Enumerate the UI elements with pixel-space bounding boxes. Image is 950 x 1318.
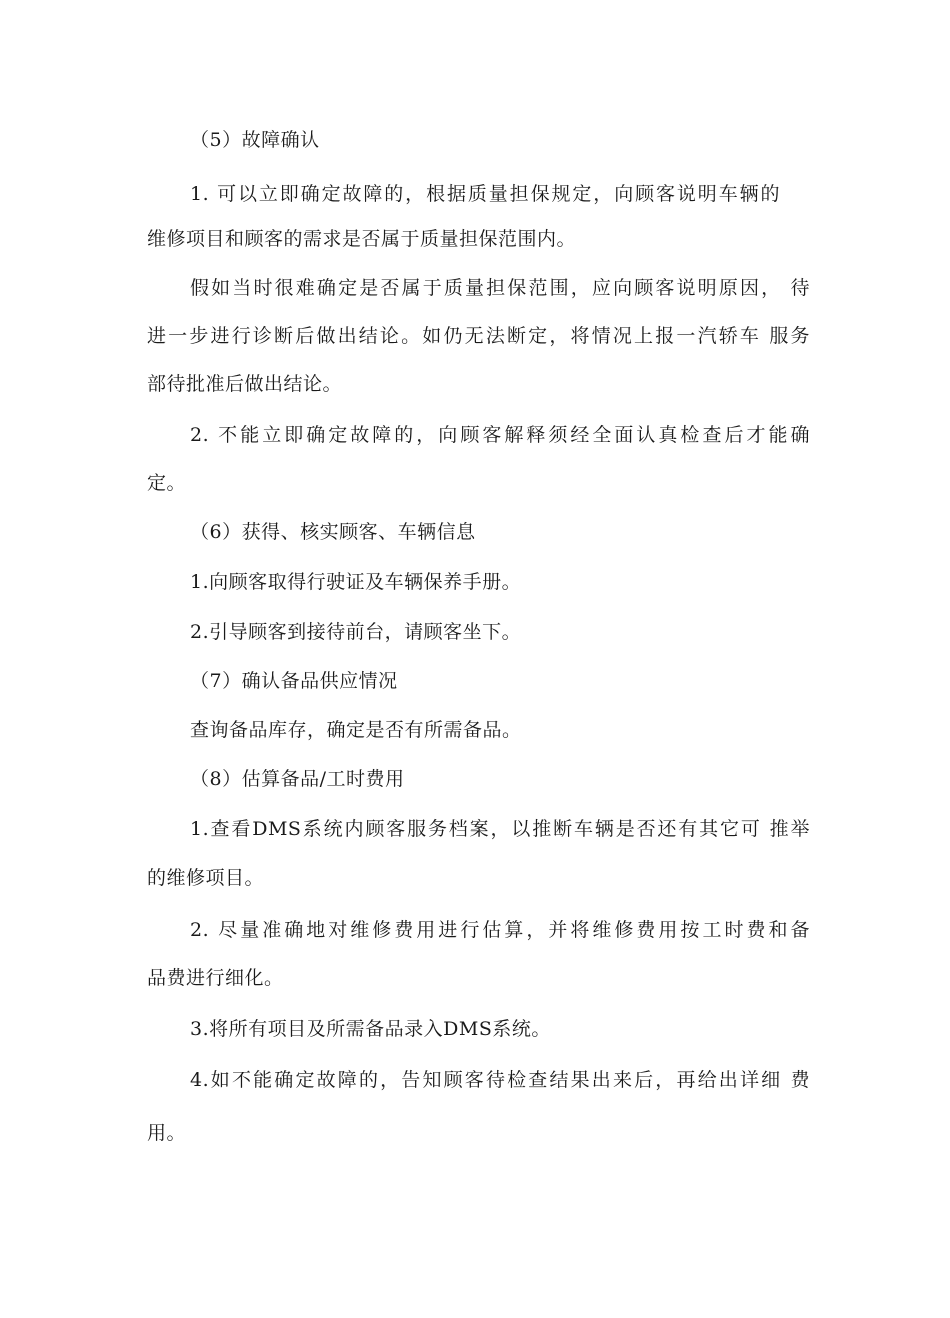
paragraph-line: 的维修项目。 bbox=[147, 867, 265, 889]
section-heading: （8）估算备品/工时费用 bbox=[190, 768, 405, 790]
paragraph-line: 查询备品库存，确定是否有所需备品。 bbox=[190, 719, 522, 741]
paragraph-line: 4.如不能确定故障的，告知顾客待检查结果出来后，再给出详细 费 bbox=[190, 1069, 810, 1091]
paragraph-line: 假如当时很难确定是否属于质量担保范围，应向顾客说明原因， 待 bbox=[190, 277, 810, 299]
section-heading: （5）故障确认 bbox=[190, 129, 320, 151]
paragraph-line: 2. 尽量准确地对维修费用进行估算，并将维修费用按工时费和备 bbox=[190, 919, 810, 941]
paragraph-line: 定。 bbox=[147, 472, 187, 494]
paragraph-line: 3.将所有项目及所需备品录入DMS系统。 bbox=[190, 1018, 551, 1040]
paragraph-line: 用。 bbox=[147, 1122, 187, 1144]
paragraph-line: 1. 可以立即确定故障的，根据质量担保规定，向顾客说明车辆的 bbox=[190, 183, 780, 205]
paragraph-line: 1.向顾客取得行驶证及车辆保养手册。 bbox=[190, 571, 522, 593]
section-heading: （7）确认备品供应情况 bbox=[190, 670, 398, 692]
paragraph-line: 维修项目和顾客的需求是否属于质量担保范围内。 bbox=[147, 228, 577, 250]
paragraph-line: 部待批准后做出结论。 bbox=[147, 373, 343, 395]
paragraph-line: 进一步进行诊断后做出结论。如仍无法断定，将情况上报一汽轿车 服务 bbox=[147, 325, 810, 347]
paragraph-line: 2. 不能立即确定故障的，向顾客解释须经全面认真检查后才能确 bbox=[190, 424, 810, 446]
paragraph-line: 1.查看DMS系统内顾客服务档案，以推断车辆是否还有其它可 推举 bbox=[190, 818, 810, 840]
paragraph-line: 品费进行细化。 bbox=[147, 967, 284, 989]
section-heading: （6）获得、核实顾客、车辆信息 bbox=[190, 521, 476, 543]
paragraph-line: 2.引导顾客到接待前台，请顾客坐下。 bbox=[190, 621, 522, 643]
